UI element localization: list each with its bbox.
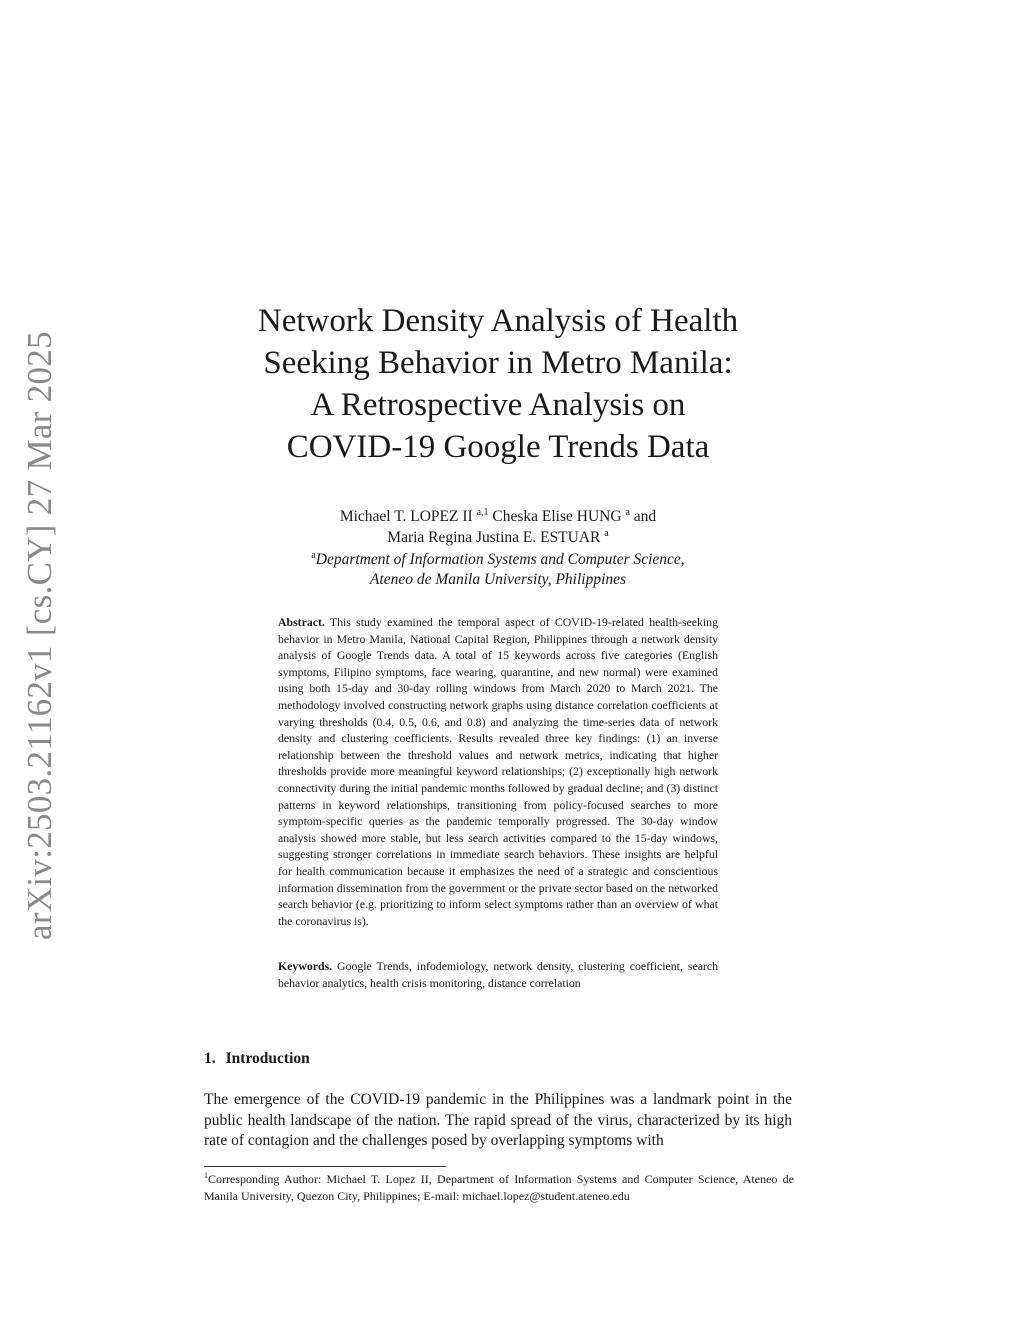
footnote <box>204 1171 794 1205</box>
paper-title <box>180 300 816 468</box>
section-number: 1. <box>204 1050 216 1067</box>
author-affiliation-mark: a <box>625 507 630 518</box>
arxiv-identifier: arXiv:2503.21162v1 [cs.CY] 27 Mar 2025 <box>20 331 59 940</box>
section-heading <box>204 1050 310 1068</box>
author-conjunction: and <box>633 508 657 525</box>
author-affiliation-mark: a <box>604 528 609 539</box>
author-line-2 <box>200 527 796 548</box>
footnote-text: Corresponding Author: Michael T. Lopez II, Department of Information Systems and Computer Science, Ateneo de Manila University, Quezon City, Philippines; E-mail: michael.lopez@student.ateneo.edu <box>204 1172 794 1203</box>
title-line: A Retrospective Analysis on <box>310 387 686 423</box>
title-line: Network Density Analysis of Health <box>257 303 739 339</box>
section-title: Introduction <box>225 1050 310 1067</box>
abstract-label: Abstract. <box>278 615 325 629</box>
author-name: Michael T. LOPEZ II <box>339 508 473 525</box>
author-affiliation-mark: a,1 <box>476 507 489 518</box>
author-name: Cheska Elise HUNG <box>492 508 622 525</box>
author-line-1 <box>200 506 796 527</box>
keywords <box>278 958 718 991</box>
keywords-label: Keywords. <box>278 959 333 973</box>
author-name: Maria Regina Justina E. ESTUAR <box>387 529 601 546</box>
affiliation-mark: a <box>311 550 316 561</box>
footnote-divider <box>204 1166 446 1167</box>
author-list <box>200 506 796 548</box>
footnote-mark: 1 <box>204 1171 208 1180</box>
title-line: Seeking Behavior in Metro Manila: <box>263 345 733 381</box>
affiliation-university: Ateneo de Manila University, Philippines <box>369 571 627 588</box>
title-line: COVID-19 Google Trends Data <box>286 429 710 465</box>
abstract-text: This study examined the temporal aspect of COVID-19-related health-seeking behavior in Metro Manila, National Capital Region, Philippines through a network density analysis of Google Trends data. A total of 15 keywords across five categories (English symptoms, Filipino symptoms, face wearing, quarantine, and new normal) were examined using both 15-day and 30-day rolling windows from March 2020 to March 2021. The methodology involved constructing network graphs using distance correlation coefficients at varying thresholds (0.4, 0.5, 0.6, and 0.8) and analyzing the time-series data of network density and clustering coefficients. Results revealed three key findings: (1) an inverse relationship between the threshold values and network metrics, indicating that higher thresholds provide more meaningful keyword relationships; (2) exceptionally high network connectivity during the initial pandemic months followed by gradual decline; and (3) distinct patterns in keyword relationships, transitioning from policy-focused searches to more symptom-specific queries as the pandemic temporally progressed. The 30-day window analysis showed more stable, but less search activities compared to the 15-day windows, suggesting stronger correlations in immediate search behaviors. These insights are helpful for health communication because it emphasizes the need of a strategic and conscientious information dissemination from the government or the private sector based on the networked search behavior (e.g. prioritizing to inform select symptoms rather than an overview of what the coronavirus is). <box>278 615 718 928</box>
body-paragraph: The emergence of the COVID-19 pandemic in the Philippines was a landmark point in the public health landscape of the nation. The rapid spread of the virus, characterized by its high rate of contagion and the challenges posed by overlapping symptoms with <box>204 1091 792 1149</box>
affiliation <box>200 550 796 590</box>
keywords-text: Google Trends, infodemiology, network density, clustering coefficient, search behavior analytics, health crisis monitoring, distance correlation <box>278 959 718 990</box>
affiliation-line-1 <box>200 550 796 570</box>
abstract <box>278 614 718 929</box>
affiliation-department: Department of Information Systems and Computer Science, <box>315 551 685 568</box>
